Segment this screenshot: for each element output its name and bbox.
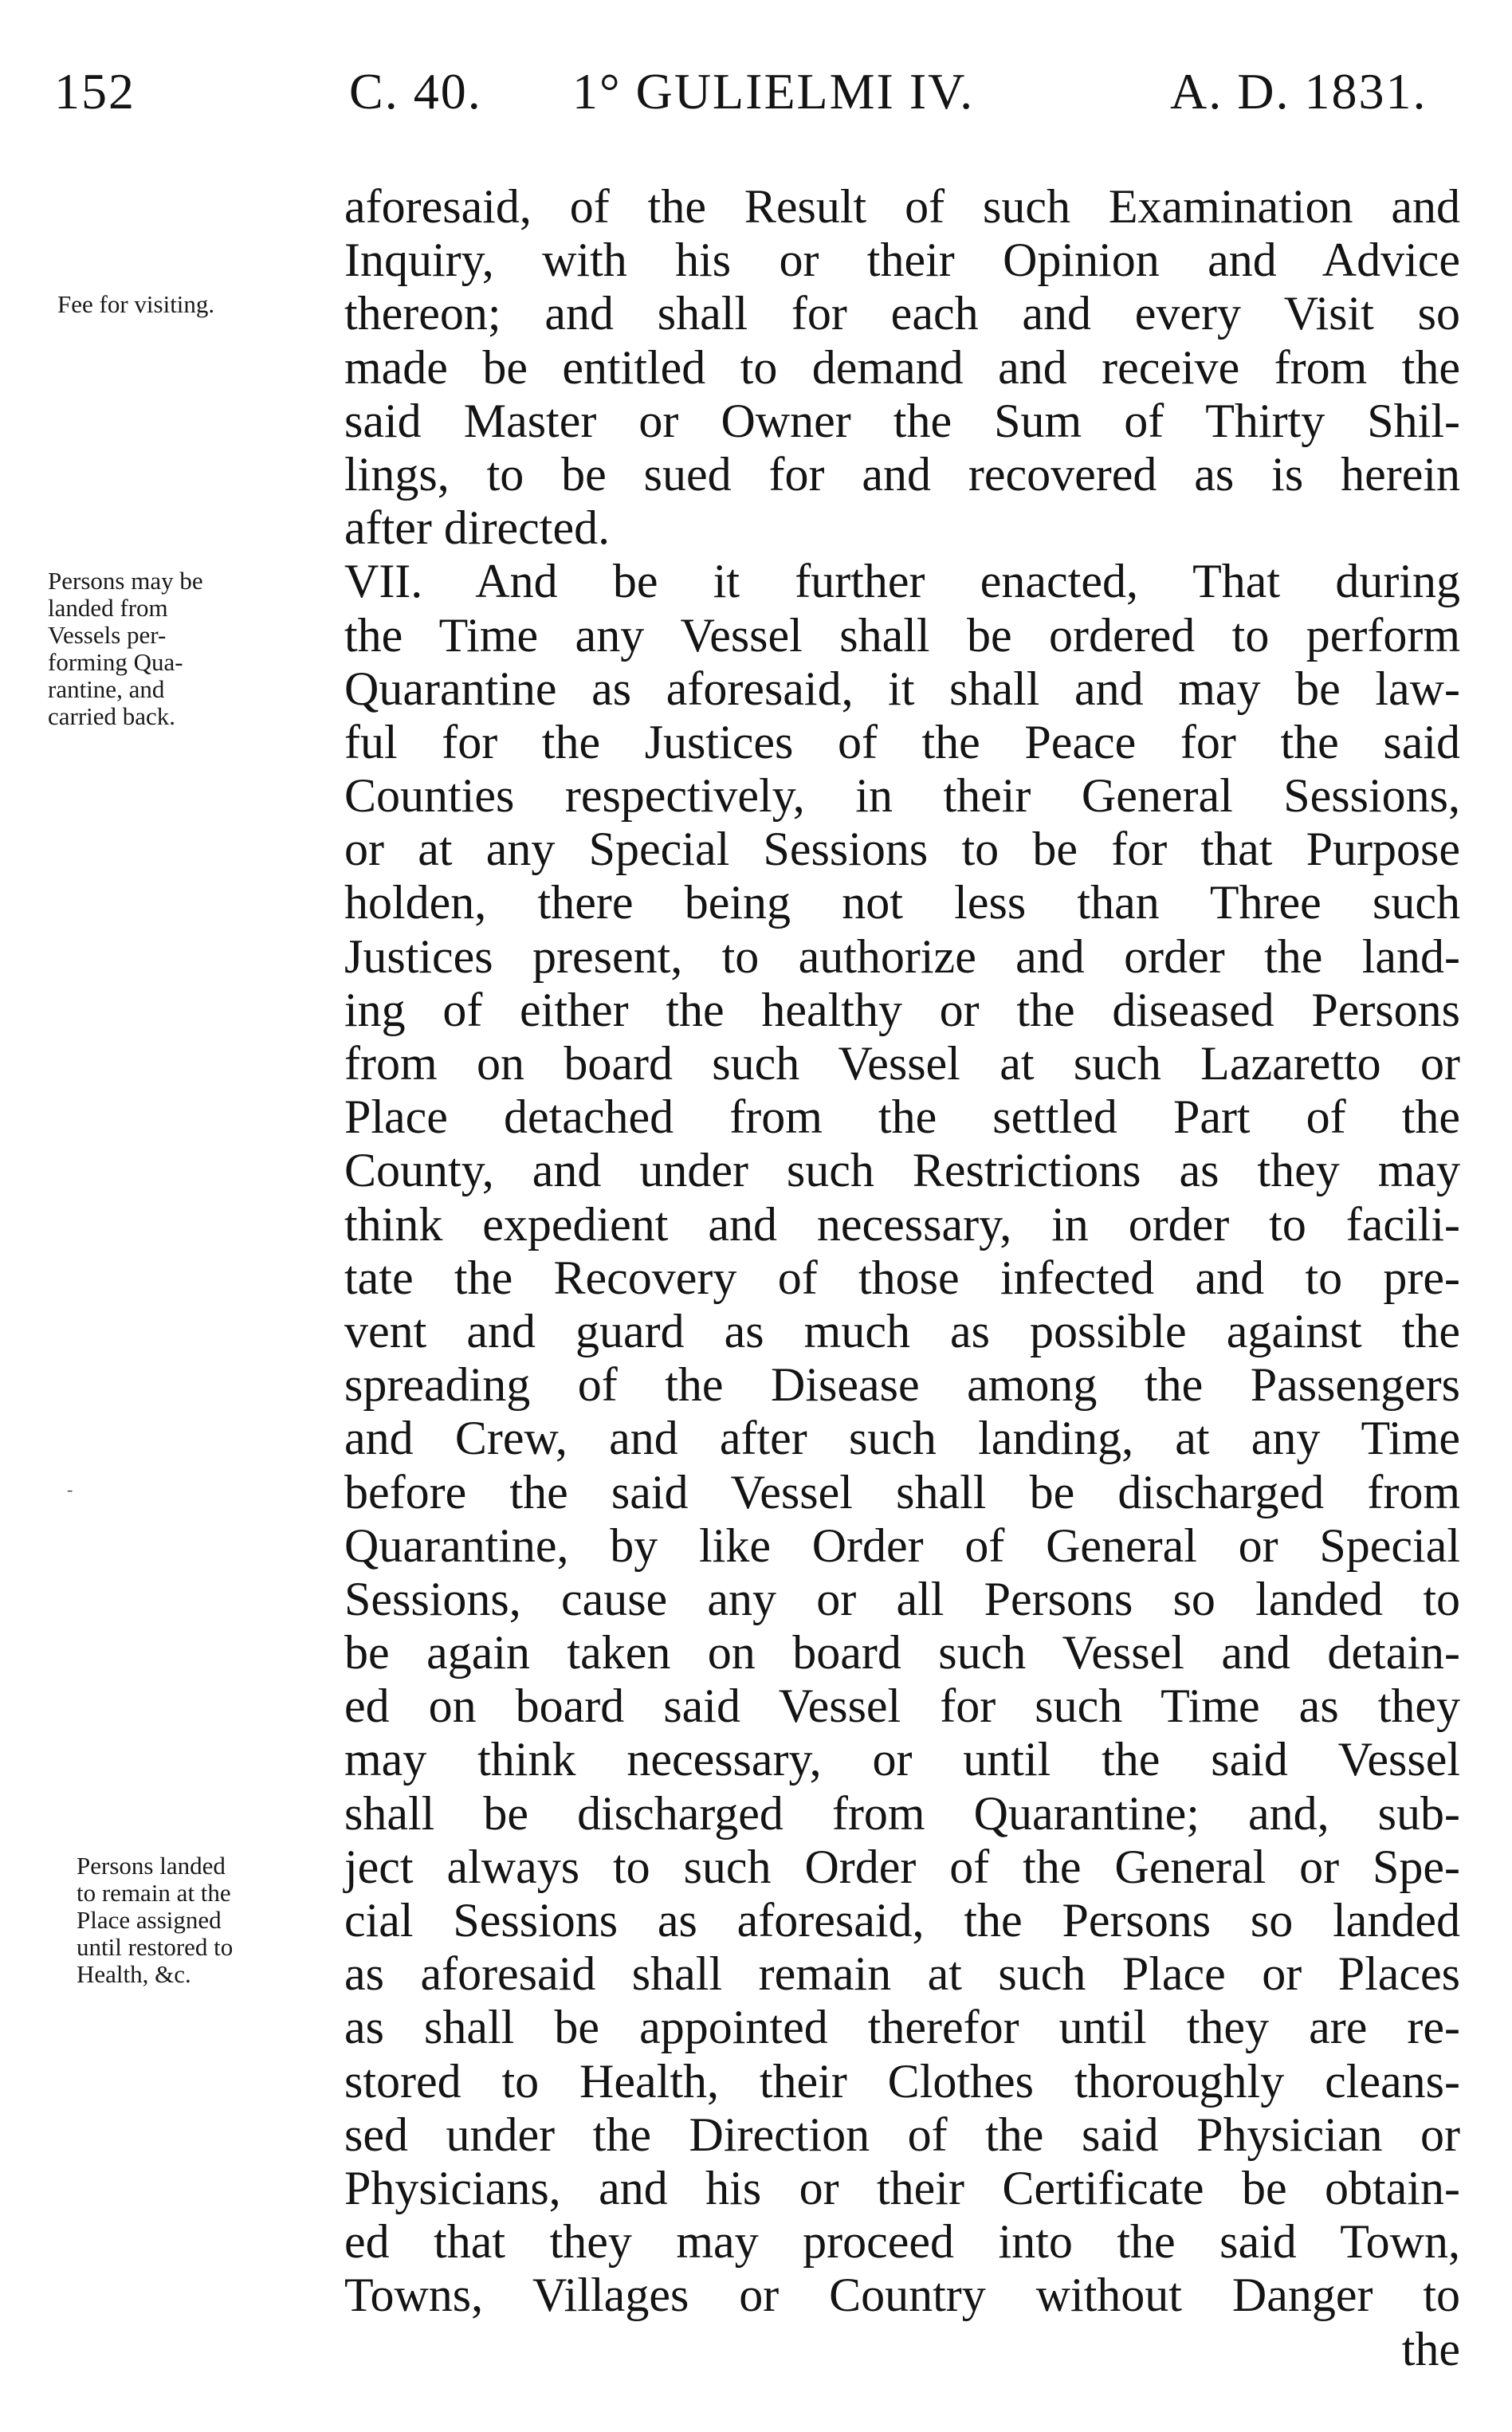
stray-print-mark: - (67, 1479, 73, 1499)
margin-note-fee-for-visiting (57, 291, 214, 318)
statute-body-text (344, 180, 1460, 2376)
margin-note-line: landed from (48, 594, 168, 622)
text-line: be again taken on board such Vessel and detain- (344, 1626, 1460, 1680)
text-line: as shall be appointed therefor until they are re- (344, 2001, 1460, 2054)
text-line: lings, to be sued for and recovered as is herein (344, 447, 1460, 501)
text-line: Towns, Villages or Country without Danger to (344, 2269, 1460, 2322)
text-line: Quarantine as aforesaid, it shall and may be law- (344, 662, 1460, 715)
text-line: and Crew, and after such landing, at any Time (344, 1412, 1460, 1465)
text-line: Quarantine, by like Order of General or Special (344, 1519, 1460, 1572)
margin-note-line: Persons may be (48, 567, 203, 595)
margin-note-persons-remain (77, 1852, 233, 1988)
margin-note-line: Place assigned (77, 1906, 222, 1934)
text-line: aforesaid, of the Result of such Examination and (344, 180, 1460, 233)
margin-note-line: Vessels per- (48, 621, 167, 649)
text-line: Counties respectively, in their General Sessions, (344, 769, 1460, 823)
margin-note-line: rantine, and (48, 675, 165, 703)
text-line: from on board such Vessel at such Lazaretto or (344, 1037, 1460, 1090)
text-line: shall be discharged from Quarantine; and, sub- (344, 1786, 1460, 1840)
text-line: sed under the Direction of the said Physician or (344, 2108, 1460, 2161)
text-line: holden, there being not less than Three such (344, 876, 1460, 929)
text-line: ed that they may proceed into the said Town, (344, 2215, 1460, 2269)
text-line: Physicians, and his or their Certificate be obtain- (344, 2161, 1460, 2214)
margin-note-line: forming Qua- (48, 648, 183, 676)
text-line: as aforesaid shall remain at such Place or Places (344, 1947, 1460, 2001)
section-heading-line: VII. And be it further enacted, That during (344, 555, 1460, 608)
text-line: or at any Special Sessions to be for that Purpose (344, 823, 1460, 876)
text-line: tate the Recovery of those infected and to pre- (344, 1251, 1460, 1304)
margin-note-line: carried back. (48, 702, 176, 730)
catchword: the (1401, 2322, 1460, 2375)
text-line: ject always to such Order of the General or Spe- (344, 1840, 1460, 1893)
margin-note-line: Fee for visiting. (57, 290, 215, 318)
text-line: the Time any Vessel shall be ordered to perform (344, 608, 1460, 662)
margin-note-line: Health, &c. (77, 1960, 191, 1988)
margin-note-line: until restored to (77, 1933, 234, 1961)
page-number: 152 (54, 63, 135, 120)
text-line: Justices present, to authorize and order the land- (344, 929, 1460, 983)
text-line: cial Sessions as aforesaid, the Persons so landed (344, 1894, 1460, 1947)
chapter-number: C. 40. (349, 63, 482, 120)
text-line: may think necessary, or until the said Vessel (344, 1733, 1460, 1786)
text-line: Inquiry, with his or their Opinion and Advice (344, 234, 1460, 287)
calendar-year: A. D. 1831. (1170, 63, 1428, 120)
margin-note-line: to remain at the (77, 1879, 231, 1907)
text-line: think expedient and necessary, in order to facili- (344, 1197, 1460, 1251)
text-line: made be entitled to demand and receive from the (344, 340, 1460, 394)
text-line: County, and under such Restrictions as they may (344, 1144, 1460, 1197)
text-line: vent and guard as much as possible against the (344, 1304, 1460, 1357)
text-line: ed on board said Vessel for such Time as they (344, 1680, 1460, 1733)
text-line: Sessions, cause any or all Persons so landed to (344, 1572, 1460, 1625)
text-line: before the said Vessel shall be discharged from (344, 1465, 1460, 1519)
text-line: ing of either the healthy or the diseased Persons (344, 983, 1460, 1036)
margin-note-persons-landed (48, 568, 327, 730)
text-line: spreading of the Disease among the Passengers (344, 1358, 1460, 1412)
text-line: Place detached from the settled Part of the (344, 1090, 1460, 1144)
text-line: ful for the Justices of the Peace for the said (344, 715, 1460, 768)
margin-note-line: Persons landed (77, 1852, 226, 1880)
running-header (54, 62, 1473, 134)
text-line: after directed. (344, 501, 611, 555)
text-line: stored to Health, their Clothes thoroughly cleans- (344, 2054, 1460, 2108)
text-line: said Master or Owner the Sum of Thirty Shil- (344, 394, 1460, 447)
regnal-year: 1° GULIELMI IV. (572, 63, 975, 120)
text-line: thereon; and shall for each and every Visit so (344, 287, 1460, 340)
